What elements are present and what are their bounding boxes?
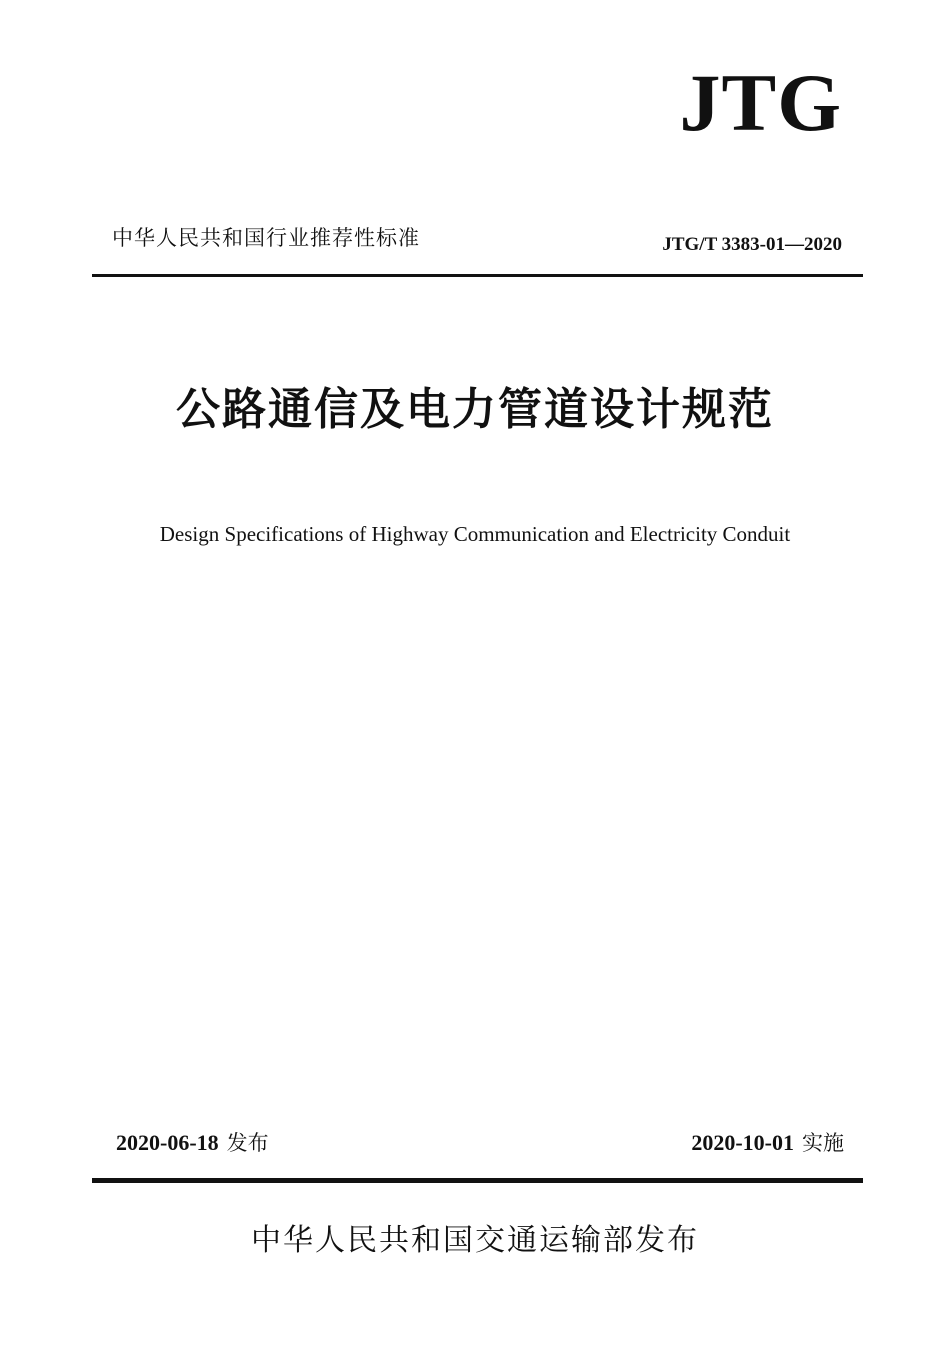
publisher: 中华人民共和国交通运输部发布 (251, 1223, 699, 1258)
top-divider (92, 274, 863, 277)
jtg-logo: JTG (679, 57, 842, 148)
issue-label: 发布 (226, 1131, 269, 1155)
standard-code: JTG/T 3383-01—2020 (662, 234, 842, 255)
bottom-divider (92, 1178, 863, 1183)
effective-label: 实施 (802, 1131, 844, 1155)
effective-date-block (691, 1132, 844, 1154)
title-chinese: 公路通信及电力管道设计规范 (176, 384, 774, 435)
issue-date: 2020-06-18 (116, 1130, 219, 1155)
standard-category: 中华人民共和国行业推荐性标准 (112, 226, 420, 250)
effective-date: 2020-10-01 (691, 1130, 794, 1155)
title-english: Design Specifications of Highway Communication and Electricity Conduit (159, 522, 791, 546)
issue-date-block (116, 1132, 269, 1154)
